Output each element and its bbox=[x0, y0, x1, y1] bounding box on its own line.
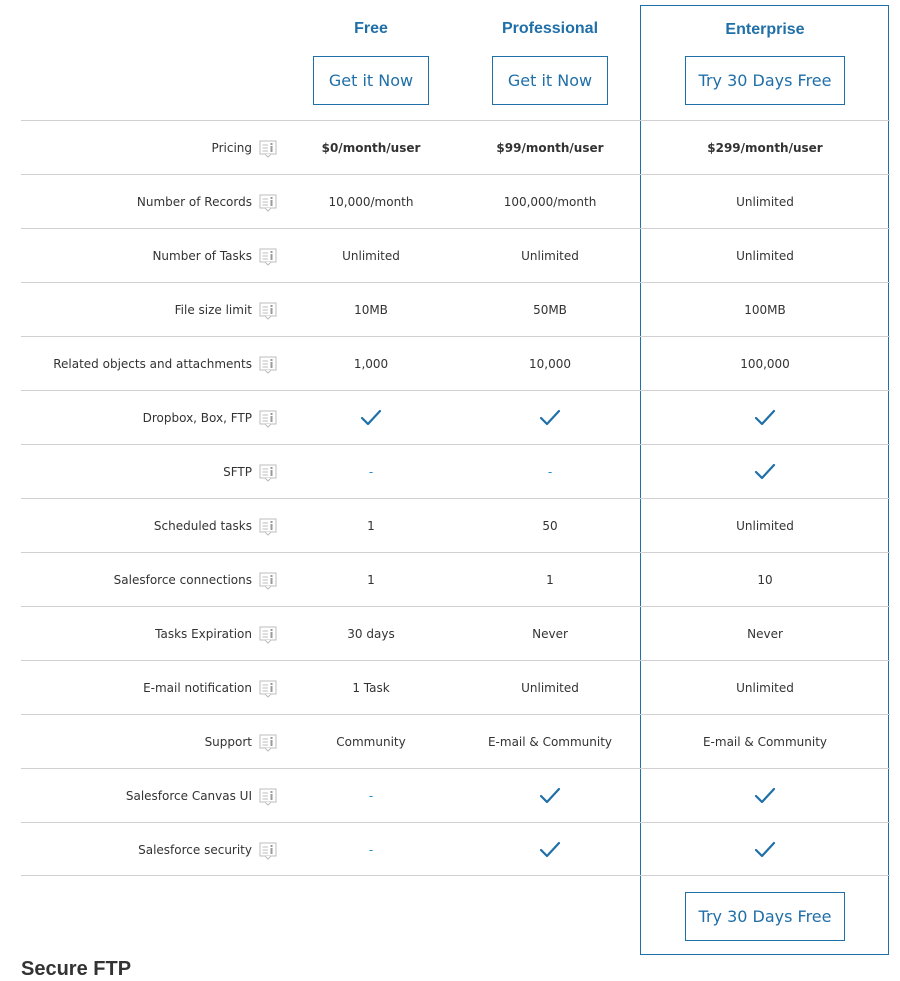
feature-label: Salesforce connections bbox=[113, 572, 252, 587]
check-icon bbox=[360, 409, 382, 427]
table-row bbox=[21, 660, 890, 714]
enterprise-try-free-bottom-button[interactable]: Try 30 Days Free bbox=[685, 892, 845, 941]
table-row bbox=[21, 714, 890, 768]
free-value-cell: 10MB bbox=[354, 302, 388, 317]
plan-title-enterprise: Enterprise bbox=[725, 21, 805, 38]
enterprise-try-free-button[interactable]: Try 30 Days Free bbox=[685, 56, 845, 105]
pro-value-cell: Never bbox=[532, 626, 568, 641]
ent-value-cell: Never bbox=[747, 626, 783, 641]
info-note-icon[interactable] bbox=[259, 788, 277, 806]
ent-value-cell: Unlimited bbox=[736, 248, 794, 263]
table-row bbox=[21, 228, 890, 282]
check-icon bbox=[754, 841, 776, 859]
check-icon bbox=[539, 787, 561, 805]
ent-value-cell: $299/month/user bbox=[707, 140, 823, 155]
plan-title-professional: Professional bbox=[501, 20, 599, 37]
pro-value-cell: Unlimited bbox=[521, 248, 579, 263]
pro-check-cell bbox=[470, 769, 630, 822]
info-note-icon[interactable] bbox=[259, 680, 277, 698]
table-row bbox=[21, 390, 890, 444]
info-note-icon[interactable] bbox=[259, 572, 277, 590]
free-check-cell bbox=[291, 391, 451, 444]
ent-value-cell: 10 bbox=[757, 572, 773, 587]
check-icon bbox=[754, 463, 776, 481]
pro-value-cell: $99/month/user bbox=[496, 140, 604, 155]
pro-value-cell: 50 bbox=[542, 518, 558, 533]
table-row bbox=[21, 282, 890, 336]
ent-value-cell: 100MB bbox=[744, 302, 786, 317]
free-get-it-now-button[interactable]: Get it Now bbox=[313, 56, 429, 105]
ent-value-cell: 100,000 bbox=[740, 356, 790, 371]
pro-value-cell: - bbox=[547, 464, 553, 479]
free-value-cell: - bbox=[368, 788, 374, 803]
pro-check-cell bbox=[470, 391, 630, 444]
feature-label: Number of Records bbox=[136, 194, 252, 209]
pro-value-cell: 10,000 bbox=[529, 356, 571, 371]
free-value-cell: 1,000 bbox=[353, 356, 389, 371]
check-icon bbox=[754, 787, 776, 805]
info-note-icon[interactable] bbox=[259, 842, 277, 860]
free-value-cell: - bbox=[368, 842, 374, 857]
ent-value-cell: Unlimited bbox=[736, 194, 794, 209]
info-note-icon[interactable] bbox=[259, 248, 277, 266]
free-value-cell: Unlimited bbox=[342, 248, 400, 263]
pro-value-cell: 50MB bbox=[533, 302, 567, 317]
info-note-icon[interactable] bbox=[259, 194, 277, 212]
free-value-cell: 1 bbox=[367, 518, 375, 533]
feature-label: Pricing bbox=[211, 140, 252, 155]
table-row bbox=[21, 174, 890, 228]
check-icon bbox=[539, 841, 561, 859]
table-row bbox=[21, 822, 890, 876]
info-note-icon[interactable] bbox=[259, 626, 277, 644]
table-row bbox=[21, 768, 890, 822]
free-value-cell: 1 Task bbox=[352, 680, 390, 695]
table-row bbox=[21, 498, 890, 552]
free-value-cell: Community bbox=[336, 734, 406, 749]
feature-label: Number of Tasks bbox=[152, 248, 252, 263]
ent-value-cell: Unlimited bbox=[736, 518, 794, 533]
table-row bbox=[21, 606, 890, 660]
feature-label: Tasks Expiration bbox=[155, 626, 252, 641]
free-value-cell: 30 days bbox=[347, 626, 395, 641]
table-row bbox=[21, 120, 890, 174]
check-icon bbox=[539, 409, 561, 427]
info-note-icon[interactable] bbox=[259, 734, 277, 752]
check-icon bbox=[754, 409, 776, 427]
feature-label: Scheduled tasks bbox=[153, 518, 252, 533]
free-value-cell: $0/month/user bbox=[321, 140, 421, 155]
plan-title-free: Free bbox=[354, 20, 388, 37]
professional-get-it-now-button[interactable]: Get it Now bbox=[492, 56, 608, 105]
feature-label: Dropbox, Box, FTP bbox=[142, 410, 252, 425]
ent-check-cell bbox=[685, 823, 845, 876]
table-row bbox=[21, 552, 890, 606]
pro-check-cell bbox=[470, 823, 630, 876]
feature-label: Related objects and attachments bbox=[53, 356, 252, 371]
feature-label: Salesforce security bbox=[138, 842, 252, 857]
pro-value-cell: E-mail & Community bbox=[487, 734, 613, 749]
pro-value-cell: 100,000/month bbox=[503, 194, 597, 209]
feature-label: File size limit bbox=[174, 302, 252, 317]
info-note-icon[interactable] bbox=[259, 302, 277, 320]
section-title-secure-ftp: Secure FTP bbox=[21, 958, 132, 980]
free-value-cell: 10,000/month bbox=[328, 194, 414, 209]
feature-label: Support bbox=[204, 734, 252, 749]
feature-label: SFTP bbox=[223, 464, 252, 479]
free-value-cell: 1 bbox=[367, 572, 375, 587]
ent-value-cell: Unlimited bbox=[736, 680, 794, 695]
table-row bbox=[21, 444, 890, 498]
ent-value-cell: E-mail & Community bbox=[702, 734, 828, 749]
free-value-cell: - bbox=[368, 464, 374, 479]
ent-check-cell bbox=[685, 769, 845, 822]
info-note-icon[interactable] bbox=[259, 356, 277, 374]
pro-value-cell: Unlimited bbox=[521, 680, 579, 695]
pro-value-cell: 1 bbox=[546, 572, 554, 587]
info-note-icon[interactable] bbox=[259, 464, 277, 482]
info-note-icon[interactable] bbox=[259, 410, 277, 428]
feature-label: E-mail notification bbox=[143, 680, 252, 695]
ent-check-cell bbox=[685, 391, 845, 444]
info-note-icon[interactable] bbox=[259, 140, 277, 158]
ent-check-cell bbox=[685, 445, 845, 498]
feature-label: Salesforce Canvas UI bbox=[125, 788, 252, 803]
info-note-icon[interactable] bbox=[259, 518, 277, 536]
table-row bbox=[21, 336, 890, 390]
